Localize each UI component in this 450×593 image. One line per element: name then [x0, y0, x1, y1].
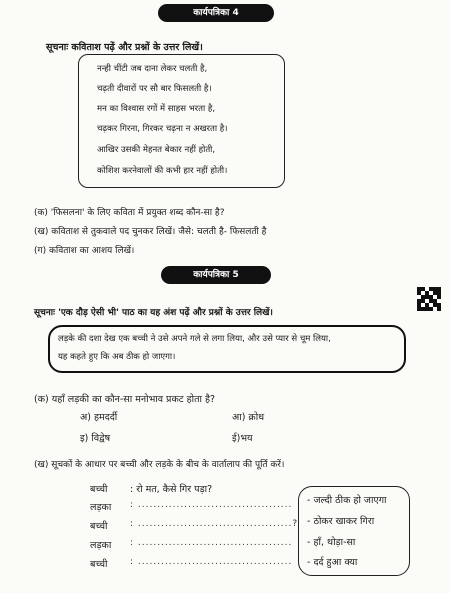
- option-aa: आ) क्रोध: [232, 412, 265, 423]
- dialogue-speaker: लड़का: [90, 540, 112, 551]
- dialogue-blank[interactable]: : ........................................?: [130, 519, 299, 529]
- dialogue-blank[interactable]: : ........................................: [130, 557, 293, 567]
- worksheet-5-notice: सूचनाः 'एक दौड़ ऐसी भी' पाठ का यह अंश पढ़ें और प्रश्नों के उत्तर लिखें।: [34, 308, 273, 318]
- story-line: यह कहते हुए कि अब ठीक हो जाएगा।: [58, 352, 176, 362]
- story-line: लड़के की दशा देख एक बच्ची ने उसे अपने गले से लगा लिया, और उसे प्यार से चूम लिया,: [58, 334, 331, 344]
- poem-line: चढ़कर गिरना, गिरकर चढ़ना न अखरता है।: [97, 124, 228, 134]
- poem-line: कोशिश करनेवालों की कभी हार नहीं होती।: [97, 166, 228, 176]
- poem-line: मन का विश्वास रगों में साहस भरता है,: [97, 104, 216, 114]
- dialogue-speaker: बच्ची: [90, 559, 108, 570]
- qr-code-icon: [417, 287, 441, 311]
- option-ii: ई)भय: [232, 433, 253, 444]
- option-a: अ) हमदर्दी: [80, 412, 118, 423]
- story-box: [48, 325, 406, 373]
- question-ka-5: (क) यहाँ लड़की का कौन-सा मनोभाव प्रकट होता है?: [34, 394, 216, 405]
- worksheet-4-notice: सूचनाः कविताश पढ़ें और प्रश्नों के उत्तर लिखें।: [46, 42, 203, 53]
- option-i: इ) विद्वेष: [80, 433, 111, 444]
- hint-item: - दर्द हुआ क्या: [307, 557, 358, 568]
- poem-box: [78, 54, 285, 188]
- dialogue-speaker: लड़का: [90, 502, 112, 513]
- dialogue-line: : रो मत, कैसे गिर पड़ा?: [130, 484, 213, 495]
- hint-item: - ठोकर खाकर गिरा: [307, 516, 375, 527]
- question-kha-5: (ख) सूचकों के आधार पर बच्ची और लड़के के बीच के वार्तालाप की पूर्ति करें।: [34, 460, 285, 470]
- dialogue-speaker: बच्ची: [90, 521, 108, 532]
- dialogue-blank[interactable]: : ........................................: [130, 500, 293, 510]
- hint-item: - हाँ, थोड़ा-सा: [307, 537, 356, 548]
- dialogue-speaker: बच्ची: [90, 484, 108, 495]
- hints-box: [298, 486, 410, 576]
- hint-item: - जल्दी ठीक हो जाएगा: [307, 495, 387, 506]
- worksheet-4-title: कार्यपत्रिका 4: [158, 4, 274, 22]
- worksheet-5-title: कार्यपत्रिका 5: [161, 266, 271, 284]
- poem-line: नन्ही चींटी जब दाना लेकर चलती है,: [97, 64, 208, 74]
- dialogue-blank[interactable]: : ........................................: [130, 538, 293, 548]
- poem-line: चढ़ती दीवारों पर सौ बार फिसलती है।: [97, 84, 212, 94]
- question-ga: (ग) कविताश का आशय लिखें।: [34, 246, 135, 256]
- question-ka: (क) 'फिसलना' के लिए कविता में प्रयुक्त शब्द कौन-सा है?: [34, 208, 225, 218]
- poem-line: आखिर उसकी मेहनत बेकार नहीं होती,: [97, 145, 216, 155]
- question-kha: (ख) कविताश से तुकवाले पद चुनकर लिखें। जैसे: चलती है- फिसलती है: [34, 227, 267, 237]
